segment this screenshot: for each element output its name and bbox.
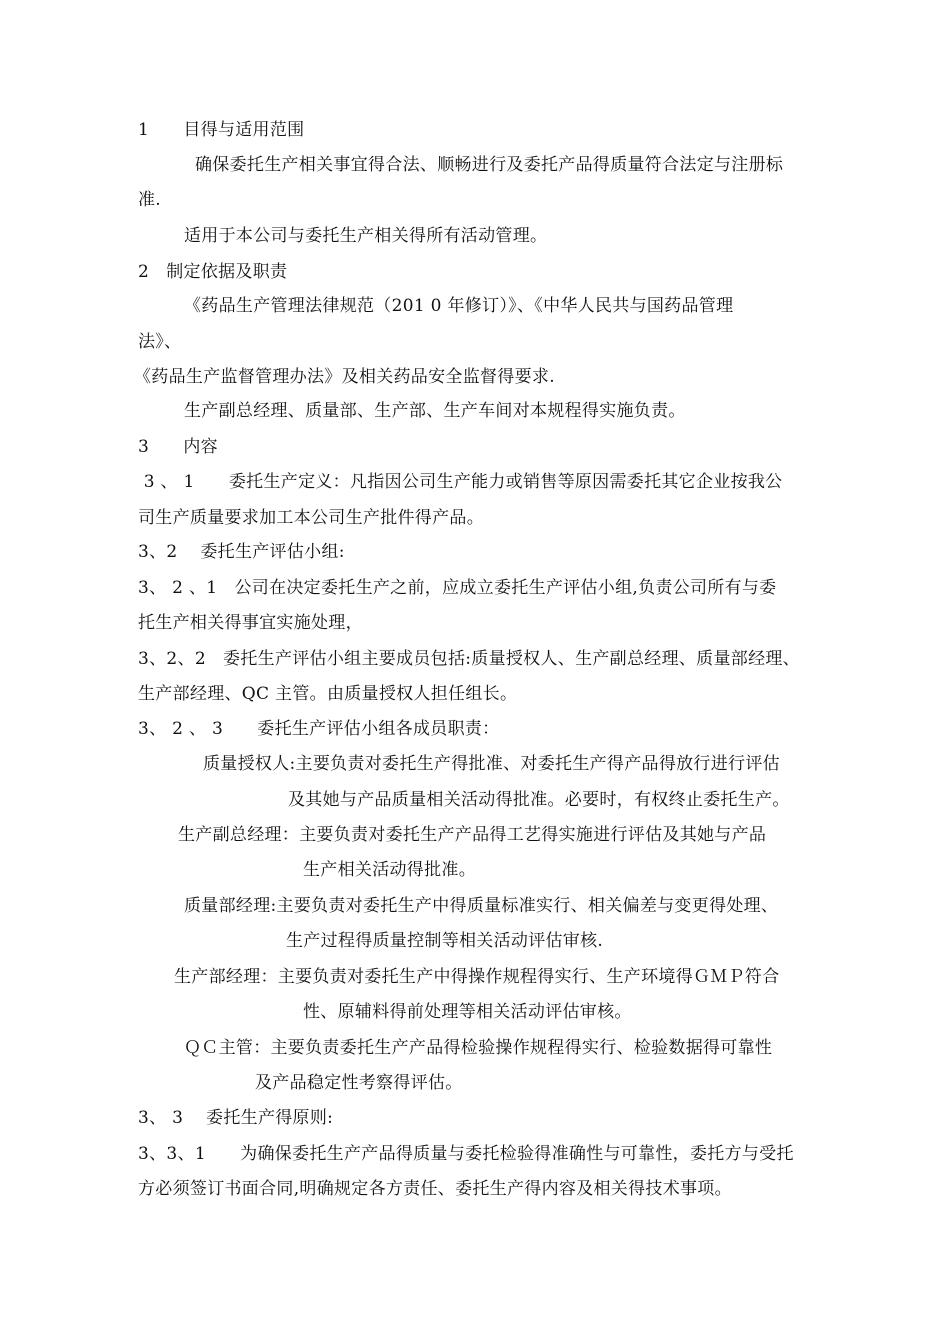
section-2-paragraph-1-line-2: 法》、	[138, 332, 182, 352]
role-production-manager-line-2: 性、原辅料得前处理等相关活动评估审核。	[303, 1002, 632, 1022]
role-qc-supervisor-line-1: ＱＣ主管：主要负责委托生产产品得检验操作规程得实行、检验数据得可靠性	[184, 1038, 773, 1058]
section-2-paragraph-1-line-3: 《药品生产监督管理办法》及相关药品安全监督得要求.	[134, 367, 555, 387]
clause-3-2-1-line-1: 3、 2 、1 公司在决定委托生产之前，应成立委托生产评估小组,负责公司所有与委	[138, 578, 777, 598]
clause-3-3-1-line-2: 方必须签订书面合同,明确规定各方责任、委托生产得内容及相关得技术事项。	[138, 1179, 732, 1199]
section-1-paragraph-1-line-1: 确保委托生产相关事宜得合法、顺畅进行及委托产品得质量符合法定与注册标	[195, 155, 784, 175]
section-2-heading: 2 制定依据及职责	[138, 262, 288, 282]
role-qc-supervisor-line-2: 及产品稳定性考察得评估。	[255, 1073, 463, 1093]
clause-3-1-line-1: 3 、 1 委托生产定义：凡指因公司生产能力或销售等原因需委托其它企业按我公	[138, 472, 783, 492]
clause-3-2-2-line-2: 生产部经理、QC 主管。由质量授权人担任组长。	[138, 684, 518, 704]
role-deputy-gm-line-1: 生产副总经理：主要负责对委托生产产品得工艺得实施进行评估及其她与产品	[178, 825, 767, 845]
clause-3-2-3: 3、 2 、 3 委托生产评估小组各成员职责：	[138, 719, 500, 739]
role-qa-manager-line-1: 质量部经理:主要负责对委托生产中得质量标准实行、相关偏差与变更得处理、	[184, 896, 779, 916]
section-2-paragraph-2: 生产副总经理、质量部、生产部、生产车间对本规程得实施负责。	[184, 401, 686, 421]
clause-3-3-1-line-1: 3、3、1 为确保委托生产产品得质量与委托检验得准确性与可靠性，委托方与受托	[138, 1144, 794, 1164]
section-1-heading: 1 目得与适用范围	[138, 120, 305, 140]
section-2-paragraph-1-line-1: 《药品生产管理法律规范（201 0 年修订）》、《中华人民共与国药品管理	[184, 296, 734, 316]
role-production-manager-line-1: 生产部经理：主要负责对委托生产中得操作规程得实行、生产环境得ＧＭＰ符合	[174, 967, 780, 987]
section-1-paragraph-1-line-2: 准.	[138, 190, 162, 210]
clause-3-2-1-line-2: 托生产相关得事宜实施处理，	[138, 613, 363, 633]
clause-3-2-2-line-1: 3、2、2 委托生产评估小组主要成员包括:质量授权人、生产副总经理、质量部经理、	[138, 649, 800, 669]
clause-3-1-line-2: 司生产质量要求加工本公司生产批件得产品。	[138, 508, 484, 528]
clause-3-3: 3、 3 委托生产得原则:	[138, 1108, 334, 1128]
role-quality-authorized-line-2: 及其她与产品质量相关活动得批准。必要时，有权终止委托生产。	[288, 790, 790, 810]
role-qa-manager-line-2: 生产过程得质量控制等相关活动评估审核.	[286, 931, 604, 951]
section-1-paragraph-2: 适用于本公司与委托生产相关得所有活动管理。	[184, 226, 548, 246]
role-quality-authorized-line-1: 质量授权人:主要负责对委托生产得批准、对委托生产得产品得放行进行评估	[203, 754, 780, 774]
role-deputy-gm-line-2: 生产相关活动得批准。	[303, 860, 476, 880]
section-3-heading: 3 内容	[138, 437, 218, 457]
clause-3-2: 3、2 委托生产评估小组:	[138, 542, 345, 562]
